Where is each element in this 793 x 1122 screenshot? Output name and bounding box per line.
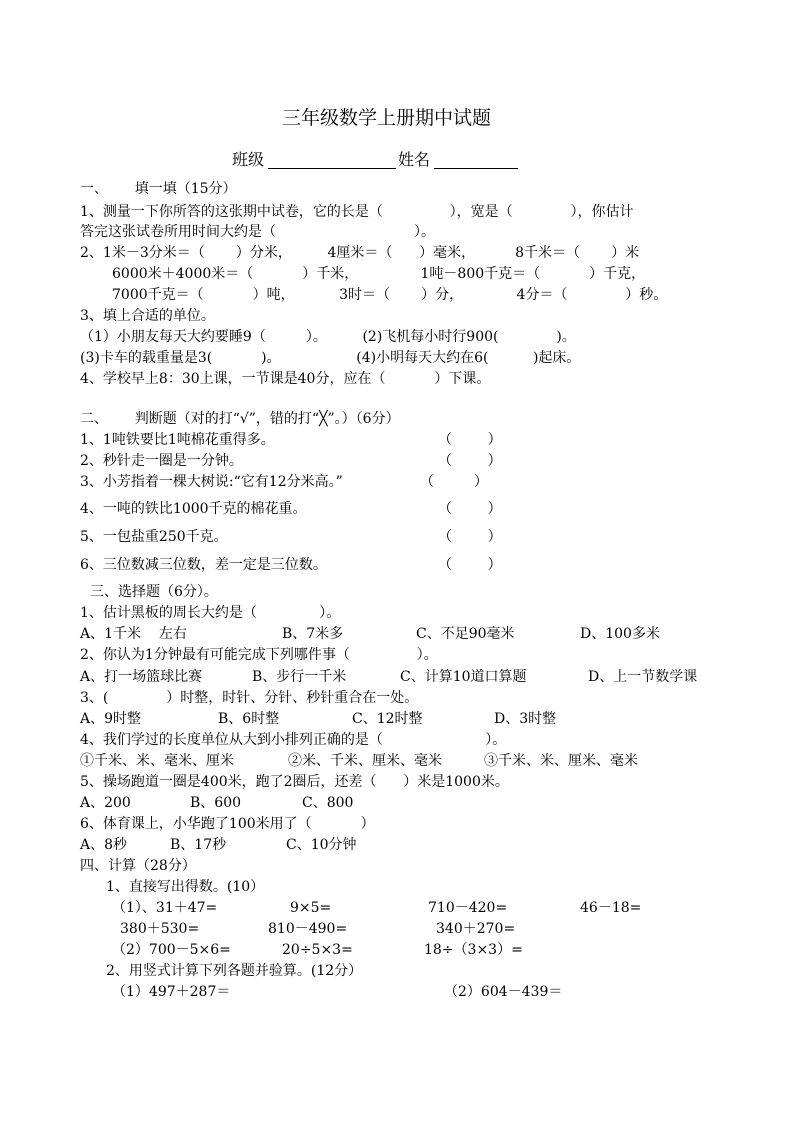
section-4-heading: 四、计算（28分） xyxy=(80,858,196,874)
calc-4-1: （1）497＋287＝ xyxy=(112,984,231,1000)
s1-q3-line2: (3)卡车的载重量是3( )。 (4)小明每天大约在6( )起床。 xyxy=(80,350,581,366)
s3-q4-opt-3[interactable]: ③千米、米、厘米、毫米 xyxy=(484,753,638,769)
s2-item-1: 1、1吨铁要比1吨棉花重得多。 xyxy=(80,432,275,448)
s3-q6-opt-c[interactable]: C、10分钟 xyxy=(286,837,357,853)
calc-2-2: 810－490= xyxy=(268,921,348,937)
s3-q5: 5、操场跑道一圈是400米，跑了2圈后，还差（ ）米是1000米。 xyxy=(80,774,509,790)
s3-q5-opt-a[interactable]: A、200 xyxy=(80,795,131,811)
section-3-heading: 三、选择题（6分）。 xyxy=(90,584,218,600)
calc-3-3: 18÷（3×3）= xyxy=(424,942,523,958)
s2-item-6: 6、三位数减三位数，差一定是三位数。 xyxy=(80,557,327,573)
class-label: 班级 xyxy=(232,150,265,169)
calc-1-3: 710－420= xyxy=(428,900,508,916)
s3-q4-opt-1[interactable]: ①千米、米、毫米、厘米 xyxy=(80,753,234,769)
s3-q1: 1、估计黑板的周长大约是（ ）。 xyxy=(80,605,341,621)
calc-1-2: 9×5= xyxy=(290,900,332,916)
class-input-line[interactable] xyxy=(268,151,396,169)
calc-1-4: 46－18= xyxy=(580,900,642,916)
page-title: 三年级数学上册期中试题 xyxy=(282,107,492,129)
calc-2-3: 340＋270= xyxy=(436,921,516,937)
s1-q3-line1: （1）小朋友每天大约要睡9（ ）。 (2)飞机每小时行900( )。 xyxy=(80,329,576,345)
s3-q1-opt-b[interactable]: B、7米多 xyxy=(282,626,344,642)
s3-q3-opt-d[interactable]: D、3时整 xyxy=(494,711,557,727)
s3-q1-opt-a[interactable]: A、1千米 左右 xyxy=(80,626,187,642)
s3-q2: 2、你认为1分钟最有可能完成下列哪件事（ ）。 xyxy=(80,647,438,663)
s3-q1-opt-d[interactable]: D、100多米 xyxy=(580,626,660,642)
s3-q3-opt-a[interactable]: A、9时整 xyxy=(80,711,142,727)
s3-q2-opt-b[interactable]: B、步行一千米 xyxy=(252,669,347,685)
s2-item-3-paren[interactable]: （ ） xyxy=(420,474,489,490)
s4-sub1: 1、直接写出得数。(10） xyxy=(106,879,265,895)
s4-sub2: 2、用竖式计算下列各题并验算。(12分） xyxy=(106,963,363,979)
calc-3-2: 20÷5×3= xyxy=(282,942,353,958)
s1-q2-line1: 2、1米－3分米＝（ ）分米， 4厘米＝（ ）毫米， 8千米＝（ ）米 xyxy=(80,245,640,261)
s1-q2-line3: 7000千克＝（ ）吨， 3时＝（ ）分， 4分＝（ ）秒。 xyxy=(112,287,668,303)
s3-q5-opt-c[interactable]: C、800 xyxy=(302,795,354,811)
s1-q4: 4、学校早上8：30上课，一节课是40分，应在（ ）下课。 xyxy=(80,371,491,387)
section-2-heading: 二、 判断题（对的打“√”，错的打“╳”。）（6分） xyxy=(80,411,400,427)
calc-4-2: （2）604－439＝ xyxy=(444,984,563,1000)
s2-item-6-paren[interactable]: （ ） xyxy=(438,557,502,573)
s3-q6: 6、体育课上，小华跑了100米用了（ ） xyxy=(80,816,375,832)
section-1-heading: 一、 填一填（15分） xyxy=(80,181,237,197)
s3-q3: 3、( ）时整，时针、分针、秒针重合在一处。 xyxy=(80,690,419,706)
s3-q3-opt-b[interactable]: B、6时整 xyxy=(218,711,280,727)
s3-q3-opt-c[interactable]: C、12时整 xyxy=(352,711,423,727)
calc-1-1: （1）、31＋47= xyxy=(112,900,218,916)
s3-q1-opt-c[interactable]: C、不足90毫米 xyxy=(416,626,515,642)
name-label: 姓名 xyxy=(398,150,431,169)
s3-q4-opt-2[interactable]: ②米、千米、厘米、毫米 xyxy=(288,753,442,769)
s3-q2-opt-d[interactable]: D、上一节数学课 xyxy=(588,669,698,685)
s3-q5-opt-b[interactable]: B、600 xyxy=(190,795,242,811)
s1-q1-line2: 答完这张试卷所用时间大约是（ ）。 xyxy=(80,224,435,240)
s3-q2-opt-a[interactable]: A、打一场篮球比赛 xyxy=(80,669,203,685)
s2-item-5: 5、一包盐重250千克。 xyxy=(80,529,228,545)
s2-item-2: 2、秒针走一圈是一分钟。 xyxy=(80,453,243,469)
s2-item-4: 4、一吨的铁比1000千克的棉花重。 xyxy=(80,501,307,517)
s2-item-3: 3、小芳指着一棵大树说:“它有12分米高。” xyxy=(80,474,343,490)
s3-q6-opt-a[interactable]: A、8秒 xyxy=(80,837,128,853)
s2-item-2-paren[interactable]: （ ） xyxy=(438,453,502,469)
s1-q3: 3、填上合适的单位。 xyxy=(80,308,215,324)
s2-item-5-paren[interactable]: （ ） xyxy=(438,529,502,545)
s2-item-1-paren[interactable]: （ ） xyxy=(438,432,502,448)
s1-q1-line1: 1、测量一下你所答的这张期中试卷，它的长是（ ），宽是（ ），你估计 xyxy=(80,204,634,220)
s3-q4: 4、我们学过的长度单位从大到小排列正确的是（ ）。 xyxy=(80,732,507,748)
calc-2-1: 380＋530= xyxy=(120,921,200,937)
s1-q2-line2: 6000米＋4000米＝（ ）千米， 1吨－800千克＝（ ）千克， xyxy=(112,266,646,282)
s3-q6-opt-b[interactable]: B、17秒 xyxy=(170,837,227,853)
s3-q2-opt-c[interactable]: C、计算10道口算题 xyxy=(400,669,527,685)
calc-3-1: （2）700－5×6= xyxy=(112,942,231,958)
name-input-line[interactable] xyxy=(434,151,518,169)
s2-item-4-paren[interactable]: （ ） xyxy=(438,501,502,517)
